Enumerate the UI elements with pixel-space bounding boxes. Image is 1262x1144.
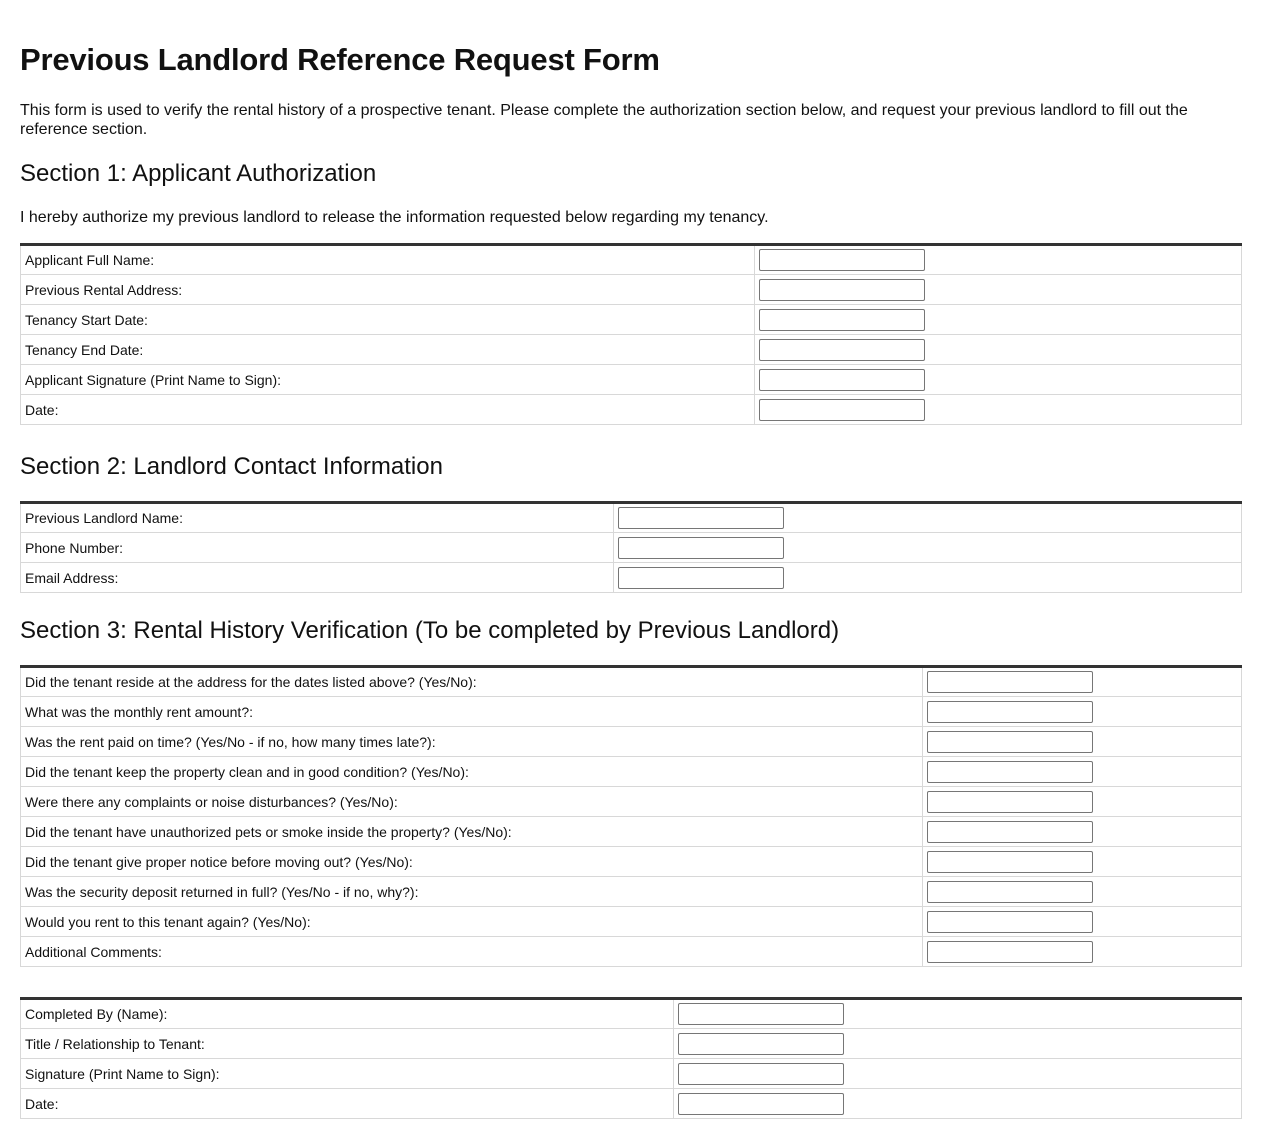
table-row [21,727,1242,757]
table-row [21,305,1242,335]
landlord-contact-table [20,501,1242,593]
field-label: Was the security deposit returned in full? (Yes/No - if no, why?): [21,877,923,907]
table-row [21,817,1242,847]
field-label: Tenancy Start Date: [21,305,755,335]
table-row [21,847,1242,877]
field-label: Applicant Full Name: [21,245,755,275]
field-label: Did the tenant have unauthorized pets or smoke inside the property? (Yes/No): [21,817,923,847]
table-row [21,877,1242,907]
field-label: Did the tenant give proper notice before moving out? (Yes/No): [21,847,923,877]
section1-heading: Section 1: Applicant Authorization [20,160,377,187]
applicant-authorization-table [20,243,1242,425]
landlord-email-input[interactable] [618,567,784,589]
field-label: Date: [21,395,755,425]
authorization-statement: I hereby authorize my previous landlord to release the information requested below regarding my tenancy. [20,209,769,226]
table-row [21,275,1242,305]
table-row [21,563,1242,593]
field-label: Signature (Print Name to Sign): [21,1059,674,1089]
page-title: Previous Landlord Reference Request Form [20,42,660,77]
table-row [21,907,1242,937]
applicant-signature-input[interactable] [759,369,925,391]
tenancy-end-date-input[interactable] [759,339,925,361]
field-label: Applicant Signature (Print Name to Sign): [21,365,755,395]
field-label: Previous Rental Address: [21,275,755,305]
field-label: Additional Comments: [21,937,923,967]
table-row [21,999,1242,1029]
applicant-date-input[interactable] [759,399,925,421]
table-row [21,1059,1242,1089]
table-row [21,395,1242,425]
field-label: Email Address: [21,563,614,593]
section3-heading: Section 3: Rental History Verification (To be completed by Previous Landlord) [20,617,840,644]
field-label: Completed By (Name): [21,999,674,1029]
table-row [21,245,1242,275]
field-label: Tenancy End Date: [21,335,755,365]
field-label: What was the monthly rent amount?: [21,697,923,727]
security-deposit-input[interactable] [927,881,1093,903]
landlord-phone-input[interactable] [618,537,784,559]
table-row [21,697,1242,727]
completion-date-input[interactable] [678,1093,844,1115]
field-label: Date: [21,1089,674,1119]
field-label: Were there any complaints or noise disturbances? (Yes/No): [21,787,923,817]
additional-comments-input[interactable] [927,941,1093,963]
field-label: Was the rent paid on time? (Yes/No - if no, how many times late?): [21,727,923,757]
rent-on-time-input[interactable] [927,731,1093,753]
field-label: Did the tenant keep the property clean and in good condition? (Yes/No): [21,757,923,787]
table-row [21,1029,1242,1059]
monthly-rent-input[interactable] [927,701,1093,723]
intro-text: This form is used to verify the rental history of a prospective tenant. Please complete the authorization section below, and request your previous landlord to fill out the reference section. [20,102,1188,138]
table-row [21,533,1242,563]
title-relationship-input[interactable] [678,1033,844,1055]
field-label: Did the tenant reside at the address for the dates listed above? (Yes/No): [21,667,923,697]
resided-dates-input[interactable] [927,671,1093,693]
field-label: Title / Relationship to Tenant: [21,1029,674,1059]
property-condition-input[interactable] [927,761,1093,783]
section2-heading: Section 2: Landlord Contact Information [20,453,443,480]
table-row [21,335,1242,365]
rent-again-input[interactable] [927,911,1093,933]
table-row [21,1089,1242,1119]
applicant-full-name-input[interactable] [759,249,925,271]
landlord-name-input[interactable] [618,507,784,529]
completed-by-input[interactable] [678,1003,844,1025]
pets-smoke-input[interactable] [927,821,1093,843]
previous-rental-address-input[interactable] [759,279,925,301]
table-row [21,365,1242,395]
table-row [21,503,1242,533]
tenancy-start-date-input[interactable] [759,309,925,331]
landlord-signature-input[interactable] [678,1063,844,1085]
complaints-input[interactable] [927,791,1093,813]
rental-history-table [20,665,1242,967]
table-row [21,667,1242,697]
completion-table [20,997,1242,1119]
field-label: Would you rent to this tenant again? (Yes/No): [21,907,923,937]
table-row [21,757,1242,787]
table-row [21,937,1242,967]
table-row [21,787,1242,817]
proper-notice-input[interactable] [927,851,1093,873]
field-label: Previous Landlord Name: [21,503,614,533]
field-label: Phone Number: [21,533,614,563]
